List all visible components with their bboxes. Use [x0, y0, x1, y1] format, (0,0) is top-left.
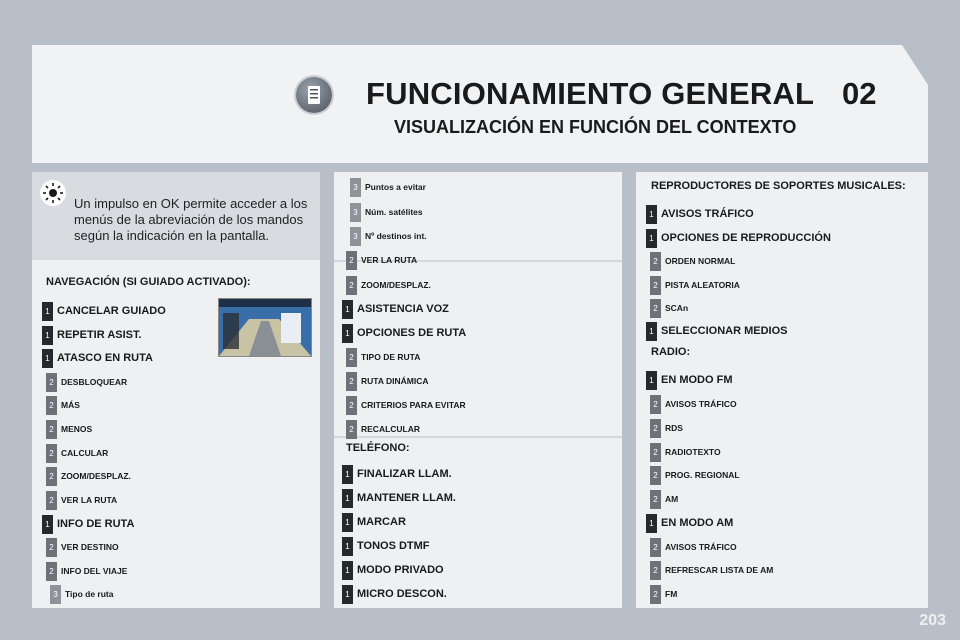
item-label: MICRO DESCON.: [357, 588, 447, 600]
item-label: TONOS DTMF: [357, 540, 430, 552]
item-label: MENOS: [61, 424, 93, 434]
page-subtitle: VISUALIZACIÓN EN FUNCIÓN DEL CONTEXTO: [394, 117, 797, 137]
radio-heading: RADIO:: [651, 346, 691, 358]
item-label: Núm. satélites: [365, 207, 423, 217]
item-label: OPCIONES DE RUTA: [357, 327, 467, 339]
level-badge: 2: [46, 491, 57, 510]
level-badge: 2: [46, 420, 57, 439]
level-badge: 3: [350, 203, 361, 222]
item-label: FINALIZAR LLAM.: [357, 468, 452, 480]
level-badge: 1: [342, 324, 353, 343]
level-badge: 2: [650, 299, 661, 318]
level-badge: 2: [650, 490, 661, 509]
item-label: SELECCIONAR MEDIOS: [661, 325, 788, 337]
level-badge: 2: [650, 538, 661, 557]
level-badge: 1: [646, 371, 657, 390]
item-label: PROG. REGIONAL: [665, 470, 740, 480]
level-badge: 1: [42, 349, 53, 368]
item-label: INFO DE RUTA: [57, 518, 135, 530]
item-label: ZOOM/DESPLAZ.: [61, 471, 131, 481]
item-label: AVISOS TRÁFICO: [665, 542, 737, 552]
level-badge: 1: [646, 514, 657, 533]
item-label: CRITERIOS PARA EVITAR: [361, 400, 466, 410]
level-badge: 1: [342, 489, 353, 508]
level-badge: 2: [46, 467, 57, 486]
level-badge: 2: [650, 395, 661, 414]
navigation-heading: NAVEGACIÓN (SI GUIADO ACTIVADO):: [46, 276, 251, 288]
item-label: TIPO DE RUTA: [361, 352, 421, 362]
item-label: AVISOS TRÁFICO: [665, 399, 737, 409]
level-badge: 2: [46, 562, 57, 581]
level-badge: 1: [342, 561, 353, 580]
page-number: 203: [919, 612, 946, 629]
level-badge: 2: [346, 372, 357, 391]
item-label: PISTA ALEATORIA: [665, 280, 740, 290]
level-badge: 3: [350, 178, 361, 197]
level-badge: 2: [46, 538, 57, 557]
telephone-heading: TELÉFONO:: [346, 442, 410, 454]
level-badge: 1: [342, 513, 353, 532]
level-badge: 2: [650, 561, 661, 580]
item-label: REFRESCAR LISTA DE AM: [665, 565, 774, 575]
level-badge: 2: [650, 585, 661, 604]
item-label: ATASCO EN RUTA: [57, 352, 153, 364]
item-label: RADIOTEXTO: [665, 447, 721, 457]
media-heading: REPRODUCTORES DE SOPORTES MUSICALES:: [651, 180, 906, 192]
item-label: SCAn: [665, 303, 689, 313]
item-label: REPETIR ASIST.: [57, 329, 142, 341]
level-badge: 2: [46, 373, 57, 392]
item-label: DESBLOQUEAR: [61, 377, 128, 387]
item-label: MARCAR: [357, 516, 406, 528]
level-badge: 1: [42, 326, 53, 345]
level-badge: 1: [646, 205, 657, 224]
item-label: FM: [665, 589, 678, 599]
level-badge: 1: [342, 585, 353, 604]
level-badge: 1: [342, 537, 353, 556]
level-badge: 2: [346, 251, 357, 270]
item-label: RECALCULAR: [361, 424, 421, 434]
item-label: INFO DEL VIAJE: [61, 566, 128, 576]
item-label: ZOOM/DESPLAZ.: [361, 280, 431, 290]
item-label: AVISOS TRÁFICO: [661, 208, 754, 220]
manual-logo-icon: [296, 77, 332, 113]
item-label: EN MODO AM: [661, 517, 734, 529]
chapter-number: 02: [842, 76, 877, 111]
item-label: MÁS: [61, 400, 80, 410]
page-title: FUNCIONAMIENTO GENERAL: [366, 76, 815, 111]
item-label: VER DESTINO: [61, 542, 119, 552]
level-badge: 1: [342, 300, 353, 319]
level-badge: 2: [346, 348, 357, 367]
level-badge: 2: [650, 466, 661, 485]
level-badge: 2: [346, 420, 357, 439]
item-label: CANCELAR GUIADO: [57, 305, 166, 317]
level-badge: 2: [346, 396, 357, 415]
level-badge: 2: [650, 252, 661, 271]
item-label: Tipo de ruta: [65, 589, 114, 599]
level-badge: 3: [350, 227, 361, 246]
item-label: RDS: [665, 423, 683, 433]
level-badge: 2: [650, 419, 661, 438]
item-label: ASISTENCIA VOZ: [357, 303, 449, 315]
level-badge: 2: [346, 276, 357, 295]
item-label: ORDEN NORMAL: [665, 256, 736, 266]
level-badge: 1: [342, 465, 353, 484]
item-label: OPCIONES DE REPRODUCCIÓN: [661, 232, 831, 244]
item-label: RUTA DINÁMICA: [361, 376, 429, 386]
tip-text: Un impulso en OK permite acceder a los menús de la abreviación de los mandos según la indicación en la pantalla.: [74, 196, 308, 243]
screen-thumbnail: [218, 298, 312, 357]
item-label: EN MODO FM: [661, 374, 733, 386]
item-label: Nº destinos int.: [365, 231, 427, 241]
item-label: Puntos a evitar: [365, 182, 426, 192]
level-badge: 2: [46, 396, 57, 415]
item-label: AM: [665, 494, 679, 504]
item-label: MANTENER LLAM.: [357, 492, 456, 504]
item-label: VER LA RUTA: [61, 495, 118, 505]
level-badge: 2: [650, 276, 661, 295]
item-label: MODO PRIVADO: [357, 564, 444, 576]
level-badge: 1: [646, 229, 657, 248]
level-badge: 1: [42, 302, 53, 321]
level-badge: 1: [646, 322, 657, 341]
level-badge: 2: [46, 444, 57, 463]
level-badge: 2: [650, 443, 661, 462]
level-badge: 1: [42, 515, 53, 534]
level-badge: 3: [50, 585, 61, 604]
sun-icon: [40, 180, 66, 206]
item-label: VER LA RUTA: [361, 255, 418, 265]
item-label: CALCULAR: [61, 448, 109, 458]
